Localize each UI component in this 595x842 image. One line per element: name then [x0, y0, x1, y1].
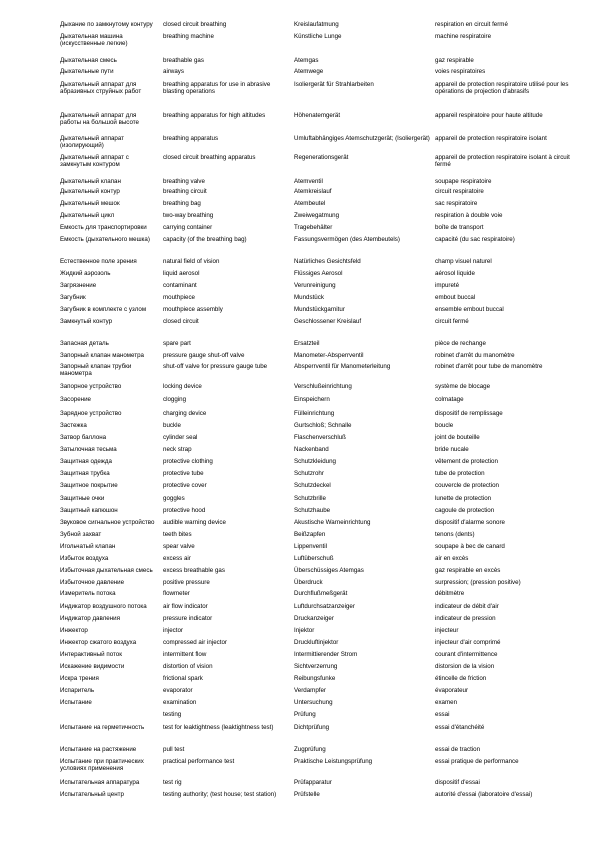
- french-term: appareil de protection respiratoire isolant à circuit fermé: [435, 154, 570, 169]
- russian-term: Зарядное устройство: [60, 410, 122, 417]
- french-term: tube de protection: [435, 470, 485, 477]
- english-term: goggles: [163, 495, 185, 502]
- french-term: boucle: [435, 422, 454, 429]
- french-term: capacité (du sac respiratoire): [435, 236, 515, 243]
- german-term: Flaschenverschluß: [294, 434, 346, 441]
- french-term: soupape à bec de canard: [435, 543, 505, 550]
- german-term: Schutzbrille: [294, 495, 326, 502]
- german-term: Geschlossener Kreislauf: [294, 318, 362, 325]
- german-term: Verschlußeinrichtung: [294, 383, 352, 390]
- english-term: excess breathable gas: [163, 567, 225, 574]
- german-term: Luftdurchsatzanzeiger: [294, 603, 355, 610]
- french-term: évaporateur: [435, 687, 469, 694]
- german-term: Praktische Leistungsprüfung: [294, 758, 373, 765]
- french-term: lunette de protection: [435, 495, 492, 502]
- russian-term: Дыхательные пути: [60, 68, 114, 75]
- english-term: clogging: [163, 396, 187, 403]
- russian-term: Дыхательный аппарат (изолирующий): [60, 135, 125, 150]
- english-term: compressed air injector: [163, 639, 227, 646]
- russian-term: Защитные очки: [60, 495, 105, 502]
- russian-term: Засорение: [60, 396, 91, 403]
- french-term: champ visuel naturel: [435, 258, 492, 265]
- russian-term: Защитный капюшон: [60, 507, 118, 514]
- english-term: positive pressure: [163, 579, 210, 586]
- russian-term: Защитное покрытие: [60, 482, 118, 489]
- russian-term: Дыхательная смесь: [60, 57, 117, 64]
- french-term: circuit respiratoire: [435, 188, 484, 195]
- french-term: autorité d'essai (laboratoire d'essai): [435, 791, 533, 798]
- english-term: closed circuit: [163, 318, 199, 325]
- russian-term: Искра трения: [60, 675, 99, 682]
- russian-term: Избыточное давление: [60, 579, 125, 586]
- english-term: contaminant: [163, 282, 197, 289]
- german-term: Überdruck: [294, 579, 323, 586]
- russian-term: Дыхательный аппарат для работы на большой высоте: [60, 112, 139, 127]
- english-term: examination: [163, 699, 197, 706]
- russian-term: Интерактивный поток: [60, 651, 122, 658]
- german-term: Zweiwegatmung: [294, 212, 340, 219]
- russian-term: Дыхательный аппарат для абразивных струйных работ: [60, 81, 142, 96]
- english-term: audible warning device: [163, 519, 226, 526]
- english-term: injector: [163, 627, 183, 634]
- french-term: indicateur de débit d'air: [435, 603, 499, 610]
- french-term: distorsion de la vision: [435, 663, 495, 670]
- russian-term: Испытательный центр: [60, 791, 124, 798]
- english-term: teeth bites: [163, 531, 192, 538]
- russian-term: Испытательная аппаратура: [60, 779, 140, 786]
- english-term: test rig: [163, 779, 182, 786]
- english-term: protective tube: [163, 470, 204, 477]
- french-term: dispositif d'essai: [435, 779, 480, 786]
- german-term: Nackenband: [294, 446, 329, 453]
- english-term: two-way breathing: [163, 212, 214, 219]
- german-term: Atemgas: [294, 57, 319, 64]
- russian-term: Испытание: [60, 699, 92, 706]
- russian-term: Инжектор сжатого воздуха: [60, 639, 137, 646]
- english-term: breathing apparatus for high altitudes: [163, 112, 266, 119]
- russian-term: Дыхательный мешок: [60, 200, 120, 207]
- german-term: Lippenventil: [294, 543, 328, 550]
- english-term: protective cover: [163, 482, 207, 489]
- german-term: Fülleinrichtung: [294, 410, 335, 417]
- german-term: Schutzdeckel: [294, 482, 331, 489]
- french-term: surpression; (pression positive): [435, 579, 521, 586]
- french-term: impureté: [435, 282, 460, 289]
- german-term: Reibungsfunke: [294, 675, 336, 682]
- french-term: aérosol liquide: [435, 270, 475, 277]
- russian-term: Защитная одежда: [60, 458, 112, 465]
- german-term: Durchflußmeßgerät: [294, 590, 348, 597]
- english-term: spear valve: [163, 543, 195, 550]
- russian-term: Дыхательный цикл: [60, 212, 115, 219]
- english-term: pressure gauge shut-off valve: [163, 352, 245, 359]
- french-term: embout buccal: [435, 294, 476, 301]
- french-term: soupape respiratoire: [435, 178, 492, 185]
- russian-term: Измеритель потока: [60, 590, 116, 597]
- german-term: Prüfung: [294, 711, 316, 718]
- french-term: vêtement de protection: [435, 458, 498, 465]
- french-term: gaz respirable en excès: [435, 567, 501, 574]
- german-term: Atemwege: [294, 68, 324, 75]
- german-term: Luftüberschuß: [294, 555, 334, 562]
- french-term: respiration à double voie: [435, 212, 503, 219]
- german-term: Druckanzeiger: [294, 615, 334, 622]
- german-term: Mundstück: [294, 294, 324, 301]
- english-term: intermittent flow: [163, 651, 207, 658]
- russian-term: Индикатор давления: [60, 615, 120, 622]
- french-term: appareil de protection respiratoire utilisé pour les opérations de projection d'abrasifs: [435, 81, 569, 96]
- french-term: essai: [435, 711, 450, 718]
- russian-term: Застежка: [60, 422, 87, 429]
- russian-term: Игольчатый клапан: [60, 543, 116, 550]
- french-term: respiration en circuit fermé: [435, 21, 508, 28]
- german-term: Kreislaufatmung: [294, 21, 339, 28]
- english-term: mouthpiece assembly: [163, 306, 223, 313]
- english-term: carrying container: [163, 224, 213, 231]
- german-term: Untersuchung: [294, 699, 333, 706]
- english-term: testing: [163, 711, 182, 718]
- english-term: shut-off valve for pressure gauge tube: [163, 363, 268, 370]
- german-term: Zugprüfung: [294, 746, 326, 753]
- german-term: Injektor: [294, 627, 315, 634]
- russian-term: Зубной захват: [60, 531, 102, 538]
- french-term: étincelle de friction: [435, 675, 487, 682]
- german-term: Künstliche Lunge: [294, 33, 342, 40]
- english-term: charging device: [163, 410, 207, 417]
- russian-term: Дыхание по замкнутому контуру: [60, 21, 153, 28]
- english-term: closed circuit breathing: [163, 21, 227, 28]
- german-term: Regenerationsgerät: [294, 154, 349, 161]
- russian-term: Индикатор воздушного потока: [60, 603, 147, 610]
- german-term: Prüfapparatur: [294, 779, 332, 786]
- english-term: locking device: [163, 383, 202, 390]
- german-term: Tragebehälter: [294, 224, 333, 231]
- german-term: Überschüssiges Atemgas: [294, 567, 364, 574]
- english-term: mouthpiece: [163, 294, 195, 301]
- french-term: machine respiratoire: [435, 33, 492, 40]
- russian-term: Защитная трубка: [60, 470, 110, 477]
- russian-term: Запорное устройство: [60, 383, 122, 390]
- french-term: sac respiratoire: [435, 200, 478, 207]
- french-term: robinet d'arrêt du manomètre: [435, 352, 515, 359]
- english-term: neck strap: [163, 446, 192, 453]
- german-term: Atemventil: [294, 178, 323, 185]
- german-term: Fassungsvermögen (des Atembeutels): [294, 236, 400, 243]
- french-term: ensemble embout buccal: [435, 306, 504, 313]
- russian-term: Загубник: [60, 294, 86, 301]
- french-term: joint de bouteille: [435, 434, 480, 441]
- english-term: evaporator: [163, 687, 193, 694]
- german-term: Dichtprüfung: [294, 724, 330, 731]
- russian-term: Избыток воздуха: [60, 555, 109, 562]
- french-term: dispositif d'alarme sonore: [435, 519, 505, 526]
- german-term: Höhenatemgerät: [294, 112, 341, 119]
- english-term: breathing machine: [163, 33, 214, 40]
- french-term: système de blocage: [435, 383, 491, 390]
- russian-term: Загрязнение: [60, 282, 97, 289]
- russian-term: Емкость для транспортировки: [60, 224, 147, 231]
- french-term: gaz respirable: [435, 57, 474, 64]
- french-term: essai de traction: [435, 746, 481, 753]
- russian-term: Замкнутый контур: [60, 318, 113, 325]
- english-term: cylinder seal: [163, 434, 198, 441]
- german-term: Isoliergerät für Strahlarbeiten: [294, 81, 374, 88]
- french-term: couvercle de protection: [435, 482, 499, 489]
- english-term: test for leaktightness (leaktightness test): [163, 724, 274, 731]
- english-term: breathing circuit: [163, 188, 207, 195]
- russian-term: Избыточная дыхательная смесь: [60, 567, 153, 574]
- russian-term: Запасная деталь: [60, 340, 109, 347]
- russian-term: Дыхательный контур: [60, 188, 120, 195]
- russian-term: Жидкий аэрозоль: [60, 270, 111, 277]
- english-term: breathing apparatus for use in abrasive blasting operations: [163, 81, 271, 96]
- french-term: air en excès: [435, 555, 469, 562]
- german-term: Atembeutel: [294, 200, 326, 207]
- german-term: Flüssiges Aerosol: [294, 270, 343, 277]
- german-term: Umluftabhängiges Atemschutzgerät; (Isoliergerät): [294, 135, 430, 142]
- german-term: Gurtschloß; Schnalle: [294, 422, 352, 429]
- english-term: pull test: [163, 746, 185, 753]
- english-term: breathing apparatus: [163, 135, 219, 142]
- french-term: boîte de transport: [435, 224, 484, 231]
- english-term: spare part: [163, 340, 191, 347]
- english-term: pressure indicator: [163, 615, 213, 622]
- french-term: essai pratique de performance: [435, 758, 519, 765]
- german-term: Manometer-Absperrventil: [294, 352, 364, 359]
- russian-term: Испытание на растяжение: [60, 746, 137, 753]
- english-term: distortion of vision: [163, 663, 213, 670]
- english-term: protective hood: [163, 507, 206, 514]
- german-term: Ersatzteil: [294, 340, 320, 347]
- russian-term: Испытание на герметичность: [60, 724, 145, 731]
- english-term: flowmeter: [163, 590, 190, 597]
- german-term: Einspeichern: [294, 396, 330, 403]
- russian-term: Запорный клапан манометра: [60, 352, 144, 359]
- french-term: robinet d'arrêt pour tube de manomètre: [435, 363, 543, 370]
- german-term: Prüfstelle: [294, 791, 320, 798]
- english-term: capacity (of the breathing bag): [163, 236, 247, 243]
- german-term: Akustische Warneinrichtung: [294, 519, 371, 526]
- german-term: Absperrventil für Manometerleitung: [294, 363, 391, 370]
- french-term: pièce de rechange: [435, 340, 486, 347]
- french-term: indicateur de pression: [435, 615, 496, 622]
- french-term: débitmètre: [435, 590, 465, 597]
- german-term: Sichtverzerrung: [294, 663, 338, 670]
- french-term: colmatage: [435, 396, 464, 403]
- english-term: natural field of vision: [163, 258, 220, 265]
- german-term: Intermittierender Strom: [294, 651, 358, 658]
- english-term: air flow indicator: [163, 603, 208, 610]
- russian-term: Дыхательный клапан: [60, 178, 121, 185]
- german-term: Verunreinigung: [294, 282, 336, 289]
- russian-term: Испытание при практических условиях применения: [60, 758, 144, 773]
- russian-term: Затылочная тесьма: [60, 446, 117, 453]
- russian-term: Затвор баллона: [60, 434, 107, 441]
- german-term: Schutzkleidung: [294, 458, 336, 465]
- german-term: Beißzapfen: [294, 531, 326, 538]
- english-term: closed circuit breathing apparatus: [163, 154, 256, 161]
- french-term: bride nucale: [435, 446, 469, 453]
- german-term: Mundstückgarnitur: [294, 306, 345, 313]
- french-term: circuit fermé: [435, 318, 469, 325]
- french-term: appareil de protection respiratoire isolant: [435, 135, 547, 142]
- french-term: courant d'intermittence: [435, 651, 498, 658]
- english-term: airways: [163, 68, 184, 75]
- english-term: breathing bag: [163, 200, 201, 207]
- french-term: appareil respiratoire pour haute altitude: [435, 112, 543, 119]
- english-term: practical performance test: [163, 758, 235, 765]
- russian-term: Естественное поле зрения: [60, 258, 137, 265]
- german-term: Natürliches Gesichtsfeld: [294, 258, 361, 265]
- french-term: voies respiratoires: [435, 68, 486, 75]
- french-term: examen: [435, 699, 458, 706]
- german-term: Schutzhaube: [294, 507, 331, 514]
- french-term: injecteur d'air comprimé: [435, 639, 501, 646]
- russian-term: Искажение видимости: [60, 663, 125, 670]
- german-term: Verdampfer: [294, 687, 326, 694]
- french-term: cagoule de protection: [435, 507, 495, 514]
- french-term: tenons (dents): [435, 531, 475, 538]
- french-term: dispositif de remplissage: [435, 410, 503, 417]
- english-term: testing authority; (test house; test station): [163, 791, 277, 798]
- english-term: breathable gas: [163, 57, 204, 64]
- english-term: excess air: [163, 555, 191, 562]
- german-term: Druckluftinjektor: [294, 639, 339, 646]
- german-term: Schutzrohr: [294, 470, 324, 477]
- russian-term: Инжектор: [60, 627, 88, 634]
- russian-term: Запорный клапан трубки манометра: [60, 363, 132, 378]
- english-term: buckle: [163, 422, 181, 429]
- russian-term: Звуковое сигнальное устройство: [60, 519, 155, 526]
- french-term: injecteur: [435, 627, 459, 634]
- russian-term: Дыхательная машина (искусственные легкие): [60, 33, 128, 48]
- english-term: liquid aerosol: [163, 270, 200, 277]
- russian-term: Загубник в комплекте с узлом: [60, 306, 147, 313]
- french-term: essai d'étanchéité: [435, 724, 485, 731]
- english-term: frictional spark: [163, 675, 203, 682]
- german-term: Atemkreislauf: [294, 188, 332, 195]
- russian-term: Емкость (дыхательного мешка): [60, 236, 150, 243]
- russian-term: Испаритель: [60, 687, 95, 694]
- english-term: protective clothing: [163, 458, 213, 465]
- russian-term: Дыхательный аппарат с замкнутым контуром: [60, 154, 129, 169]
- english-term: breathing valve: [163, 178, 205, 185]
